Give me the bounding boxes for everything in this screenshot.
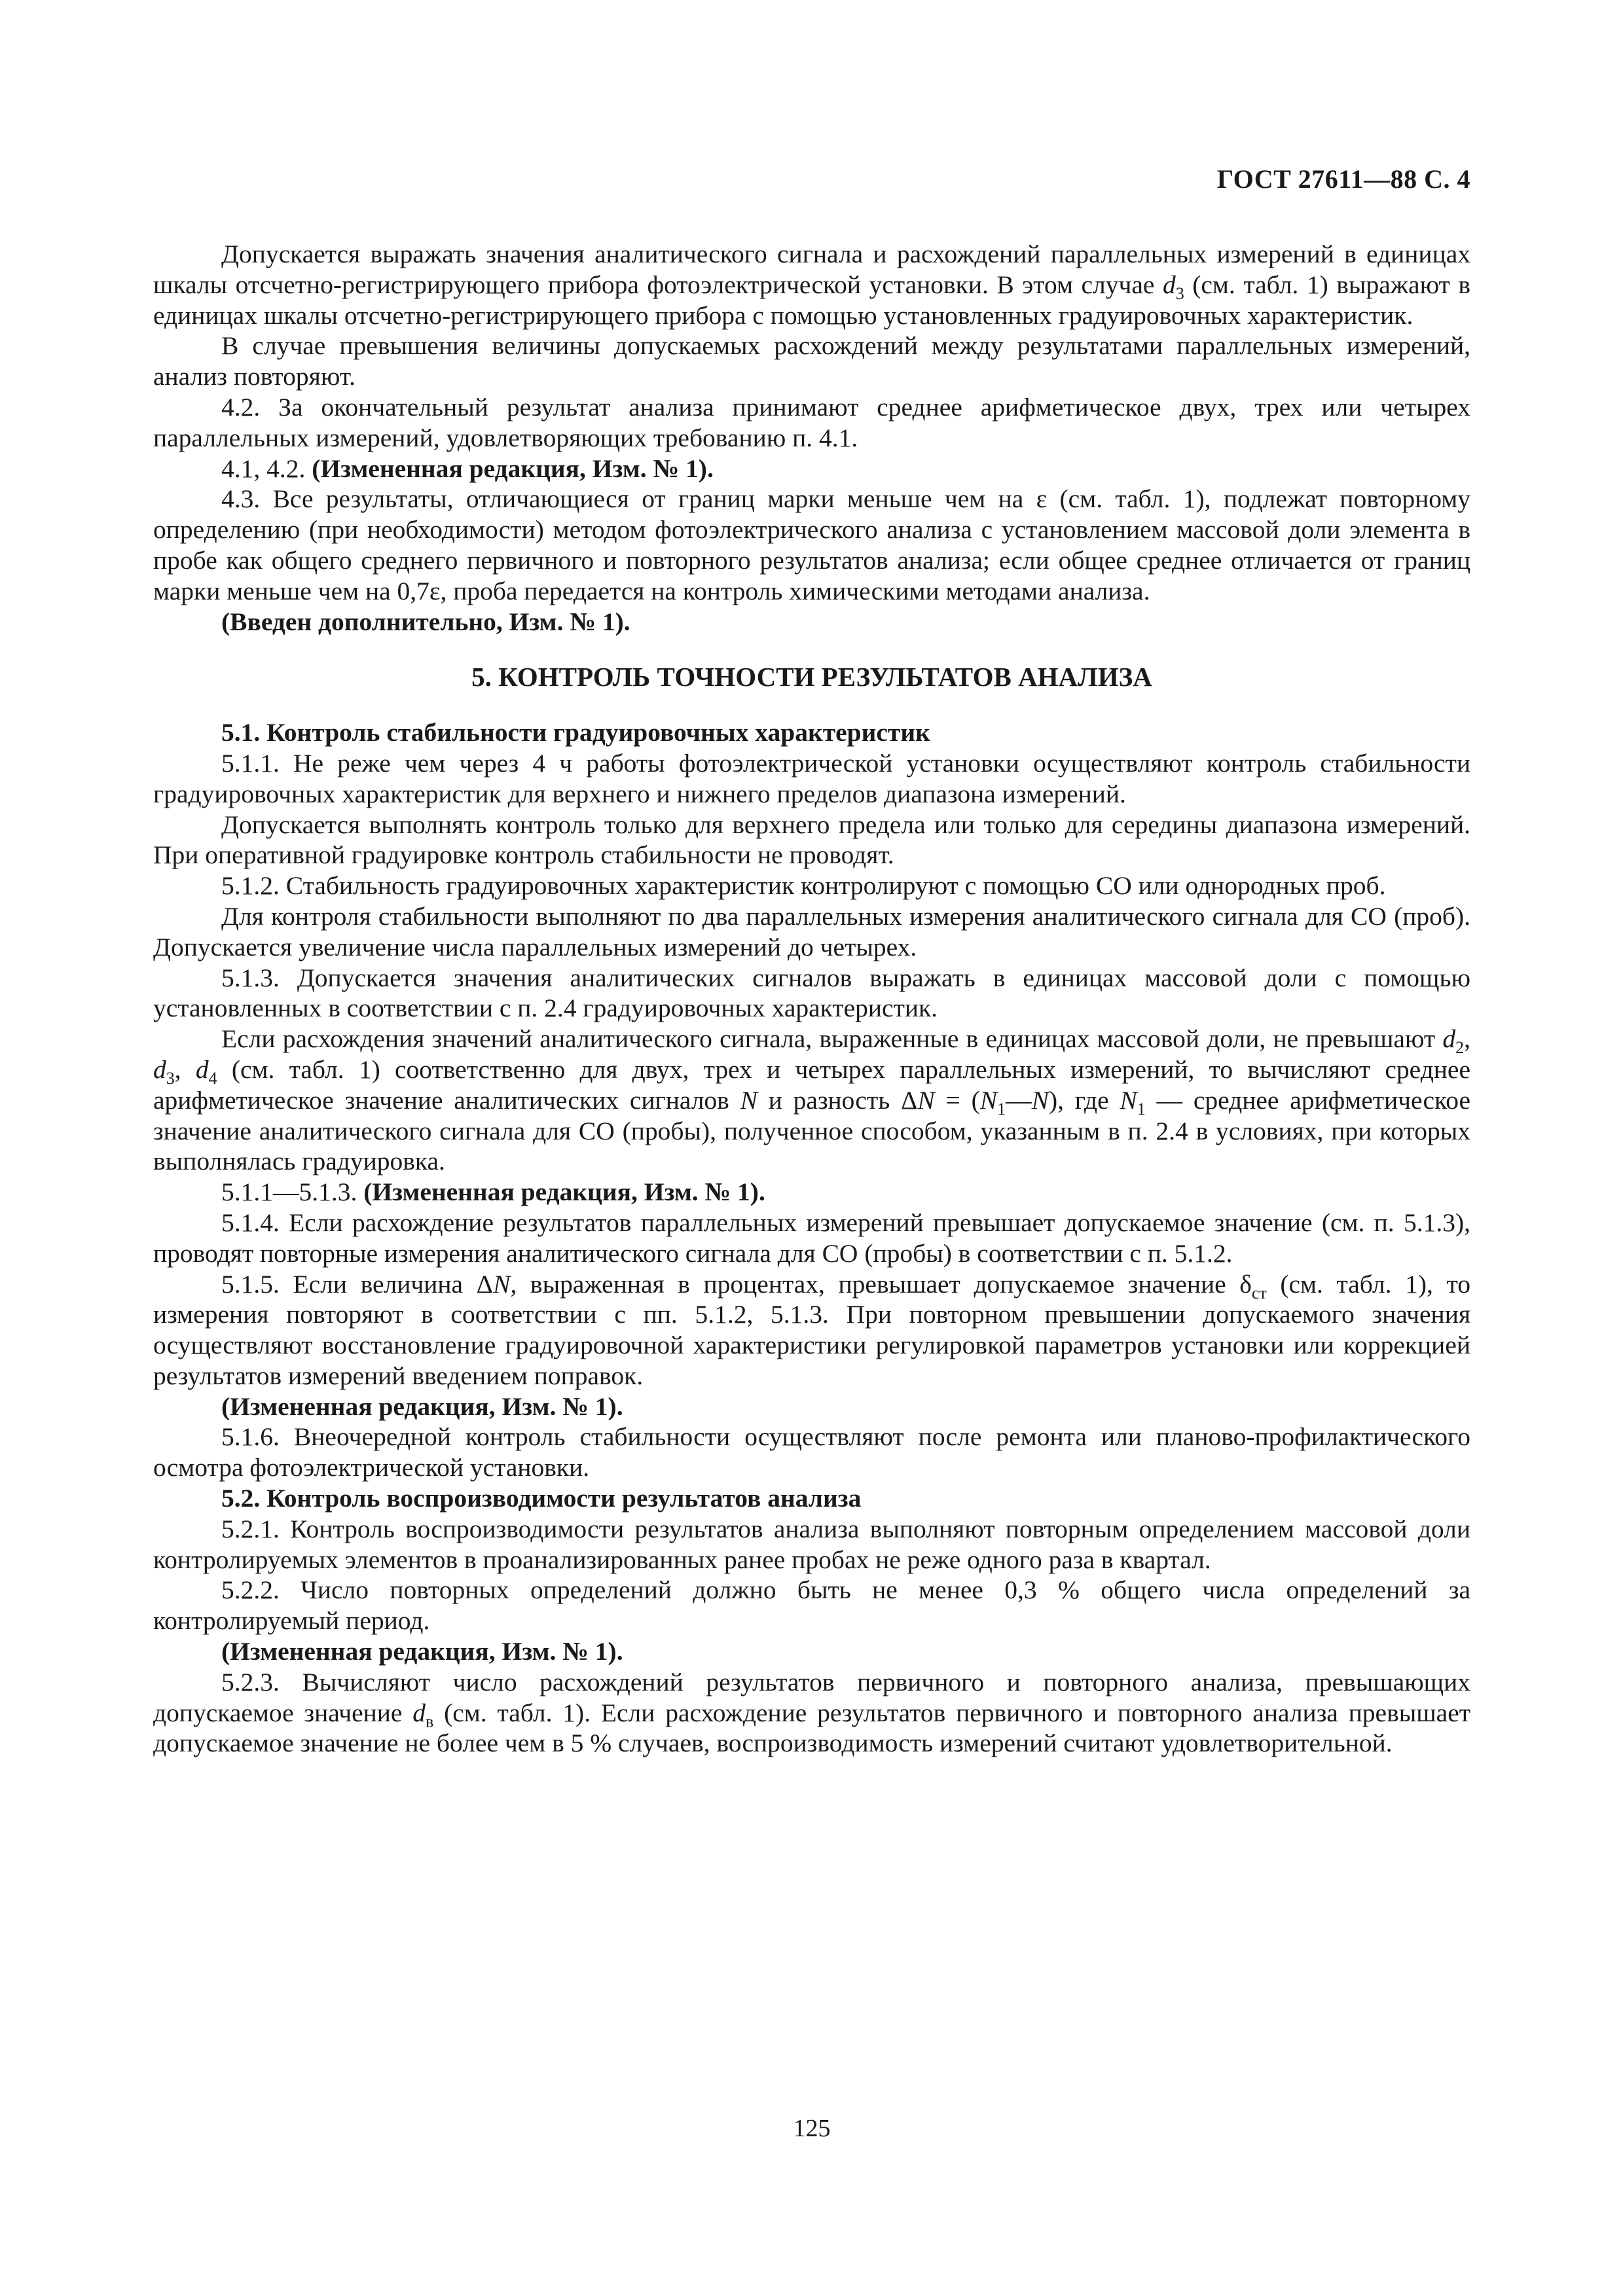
paragraph: 5.1.3. Допускается значения аналитических сигналов выражать в единицах массовой доли с помощью установленных в соответствии с п. 2.4 градуировочных характеристик.	[153, 963, 1470, 1023]
document-page	[153, 0, 1470, 2296]
subsection-heading: 5.1. Контроль стабильности градуировочных характеристик	[221, 718, 930, 747]
amendment-note: 4.1, 4.2. (Измененная редакция, Изм. № 1).	[221, 454, 714, 483]
paragraph: 5.1.6. Внеочередной контроль стабильности осуществляют после ремонта или планово-профилактического осмотра фотоэлектрической установки.	[153, 1422, 1470, 1482]
paragraph: Если расхождения значений аналитического сигнала, выраженные в единицах массовой доли, не превышают $d_2$, $d_3$, $d_4$ (см. табл. 1) соответственно для двух, трех и четырех параллельных измерений, то вычисляют среднее арифметическое значение аналитических сигналов N и разность $\Delta N = (N_1—N)$, где $N_1$ — среднее арифметическое значение аналитического сигнала для СО (пробы), полученное способом, указанным в п. 2.4 в условиях, при которых выполнялась градуировка.	[153, 1024, 1471, 1176]
paragraph: 5.1.5. Если величина ΔN, выраженная в процентах, превышает допускаемое значение $\delta_{ст}$ (см. табл. 1), то измерения повторяют в соответствии с пп. 5.1.2, 5.1.3. При повторном превышении допускаемого значения осуществляют восстановление градуировочной характеристики регулировкой параметров установки или коррекцией результатов измерений введением поправок.	[153, 1269, 1470, 1390]
paragraph: Допускается выражать значения аналитического сигнала и расхождений параллельных измерений в единицах шкалы отсчетно-регистрирующего прибора фотоэлектрической установки. В этом случае $d_3$ (см. табл. 1) выражают в единицах шкалы отсчетно-регистрирующего прибора с помощью установленных градуировочных характеристик.	[153, 240, 1470, 330]
paragraph: 5.2.3. Вычисляют число расхождений результатов первичного и повторного анализа, превышающих допускаемое значение $d_в$ (см. табл. 1). Если расхождение результатов первичного и повторного анализа превышает допускаемое значение не более чем в 5 % случаев, воспроизводимость измерений считают удовлетворительной.	[153, 1667, 1471, 1758]
amendment-note: 5.1.1—5.1.3. (Измененная редакция, Изм. № 1).	[221, 1177, 765, 1207]
document-body	[153, 239, 1470, 1759]
page-number: 125	[793, 2115, 831, 2142]
amendment-note: (Измененная редакция, Изм. № 1).	[221, 1637, 623, 1666]
page-header: ГОСТ 27611—88 С. 4	[1216, 164, 1470, 194]
paragraph: 5.2.1. Контроль воспроизводимости результатов анализа выполняют повторным определением массовой доли контролируемых элементов в проанализированных ранее пробах не реже одного раза в квартал.	[153, 1514, 1470, 1574]
paragraph: 5.1.2. Стабильность градуировочных характеристик контролируют с помощью СО или однородных проб.	[221, 871, 1386, 901]
subsection-heading: 5.2. Контроль воспроизводимости результатов анализа	[221, 1484, 862, 1513]
section-heading: 5. КОНТРОЛЬ ТОЧНОСТИ РЕЗУЛЬТАТОВ АНАЛИЗА	[471, 662, 1152, 692]
paragraph: 5.2.2. Число повторных определений должно быть не менее 0,3 % общего числа определений за контролируемый период.	[153, 1575, 1470, 1636]
paragraph: 5.1.4. Если расхождение результатов параллельных измерений превышает допускаемое значение (см. п. 5.1.3), проводят повторные измерения аналитического сигнала для СО (пробы) в соответствии с п. 5.1.2.	[153, 1208, 1470, 1268]
paragraph: 5.1.1. Не реже чем через 4 ч работы фотоэлектрической установки осуществляют контроль стабильности градуировочных характеристик для верхнего и нижнего пределов диапазона измерений.	[153, 748, 1470, 808]
paragraph: 4.3. Все результаты, отличающиеся от границ марки меньше чем на ε (см. табл. 1), подлежат повторному определению (при необходимости) методом фотоэлектрического анализа с установлением массовой доли элемента в пробе как общего среднего первичного и повторного результатов анализа; если общее среднее отличается от границ марки меньше чем на 0,7ε, проба передается на контроль химическими методами анализа.	[153, 484, 1470, 605]
paragraph: 4.2. За окончательный результат анализа принимают среднее арифметическое двух, трех или четырех параллельных измерений, удовлетворяющих требованию п. 4.1.	[153, 392, 1470, 452]
paragraph: В случае превышения величины допускаемых расхождений между результатами параллельных измерений, анализ повторяют.	[153, 331, 1470, 391]
amendment-note: (Измененная редакция, Изм. № 1).	[221, 1391, 623, 1421]
paragraph: Допускается выполнять контроль только для верхнего предела или только для середины диапазона измерений. При оперативной градуировке контроль стабильности не проводят.	[153, 810, 1470, 870]
amendment-note: (Введен дополнительно, Изм. № 1).	[221, 607, 630, 636]
paragraph: Для контроля стабильности выполняют по два параллельных измерения аналитического сигнала для СО (проб). Допускается увеличение числа параллельных измерений до четырех.	[153, 901, 1470, 961]
